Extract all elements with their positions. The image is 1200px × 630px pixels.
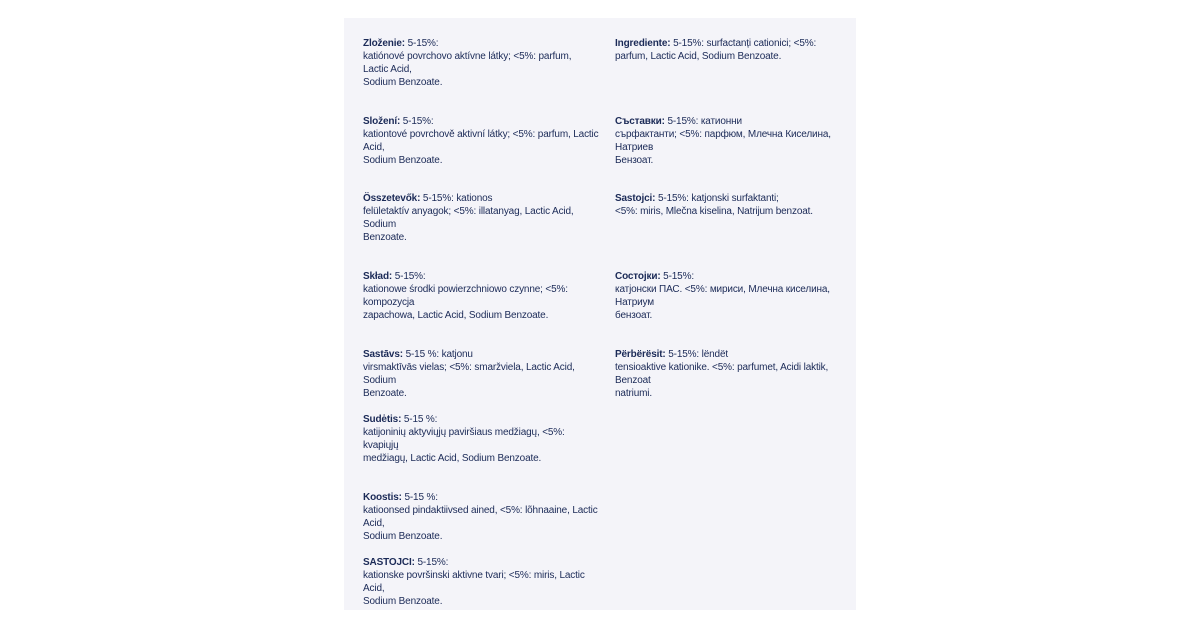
ingredients-heading: Koostis: — [363, 492, 402, 503]
ingredients-heading: Sastāvs: — [363, 349, 403, 360]
ingredients-block-macedonian — [615, 270, 851, 322]
ingredients-block-czech — [363, 115, 599, 167]
ingredients-block-latvian — [363, 348, 599, 400]
ingredients-text: 5-15%: kationske površinski aktivne tvari; <5%: miris, Lactic Acid, Sodium Benzoate. — [363, 557, 585, 607]
ingredients-block-slovak — [363, 37, 599, 89]
ingredients-text: 5-15 %: katioonsed pindaktiivsed ained, <5%: lõhnaaine, Lactic Acid, Sodium Benzoate. — [363, 492, 598, 542]
ingredients-block-croatian — [363, 556, 599, 608]
ingredients-text: 5-15%: surfactanți cationici; <5%: parfum, Lactic Acid, Sodium Benzoate. — [615, 38, 817, 62]
ingredients-block-estonian — [363, 491, 599, 543]
ingredients-text: 5-15%: kationowe środki powierzchniowo czynne; <5%: kompozycja zapachowa, Lactic Acid, Sodium Benzoate. — [363, 271, 568, 321]
ingredients-text: 5-15%: katjonski surfaktanti; <5%: miris, Mlečna kiselina, Natrijum benzoat. — [615, 193, 813, 217]
ingredients-block-albanian — [615, 348, 851, 400]
ingredients-text: 5-15%: katiónové povrchovo aktívne látky; <5%: parfum, Lactic Acid, Sodium Benzoate. — [363, 38, 572, 88]
ingredients-heading: Összetevők: — [363, 193, 421, 204]
ingredients-heading: Ingrediente: — [615, 38, 671, 49]
ingredients-heading: Zloženie: — [363, 38, 405, 49]
ingredients-heading: Состојки: — [615, 271, 661, 282]
ingredients-panel — [344, 18, 856, 610]
ingredients-heading: SASTOJCI: — [363, 557, 415, 568]
ingredients-text: 5-15 %: katjonu virsmaktīvās vielas; <5%: smaržviela, Lactic Acid, Sodium Benzoate. — [363, 349, 575, 399]
ingredients-block-bulgarian — [615, 115, 851, 167]
ingredients-heading: Složení: — [363, 116, 401, 127]
ingredients-block-serbian — [615, 192, 851, 218]
ingredients-text: 5-15 %: katijoninių aktyviųjų paviršiaus medžiagų, <5%: kvapiųjų medžiagų, Lactic Acid, Sodium Benzoate. — [363, 414, 565, 464]
ingredients-text: 5-15%: kationtové povrchově aktivní látky; <5%: parfum, Lactic Acid, Sodium Benzoate. — [363, 116, 599, 166]
ingredients-heading: Skład: — [363, 271, 393, 282]
ingredients-heading: Съставки: — [615, 116, 665, 127]
ingredients-heading: Sastojci: — [615, 193, 656, 204]
ingredients-heading: Përbërësit: — [615, 349, 666, 360]
ingredients-block-hungarian — [363, 192, 599, 244]
ingredients-text: 5-15%: катионни сърфактанти; <5%: парфюм, Млечна Киселина, Натриев Бензоат. — [615, 116, 831, 166]
ingredients-block-lithuanian — [363, 413, 599, 465]
ingredients-block-romanian — [615, 37, 851, 63]
ingredients-text: 5-15%: kationos felületaktív anyagok; <5%: illatanyag, Lactic Acid, Sodium Benzoate. — [363, 193, 574, 243]
ingredients-text: 5-15%: lëndët tensioaktive kationike. <5%: parfumet, Acidi laktik, Benzoat natriumi. — [615, 349, 829, 399]
ingredients-text: 5-15%: катјонски ПАС. <5%: мириси, Млечна киселина, Натриум бензоат. — [615, 271, 830, 321]
ingredients-heading: Sudėtis: — [363, 414, 402, 425]
ingredients-block-polish — [363, 270, 599, 322]
